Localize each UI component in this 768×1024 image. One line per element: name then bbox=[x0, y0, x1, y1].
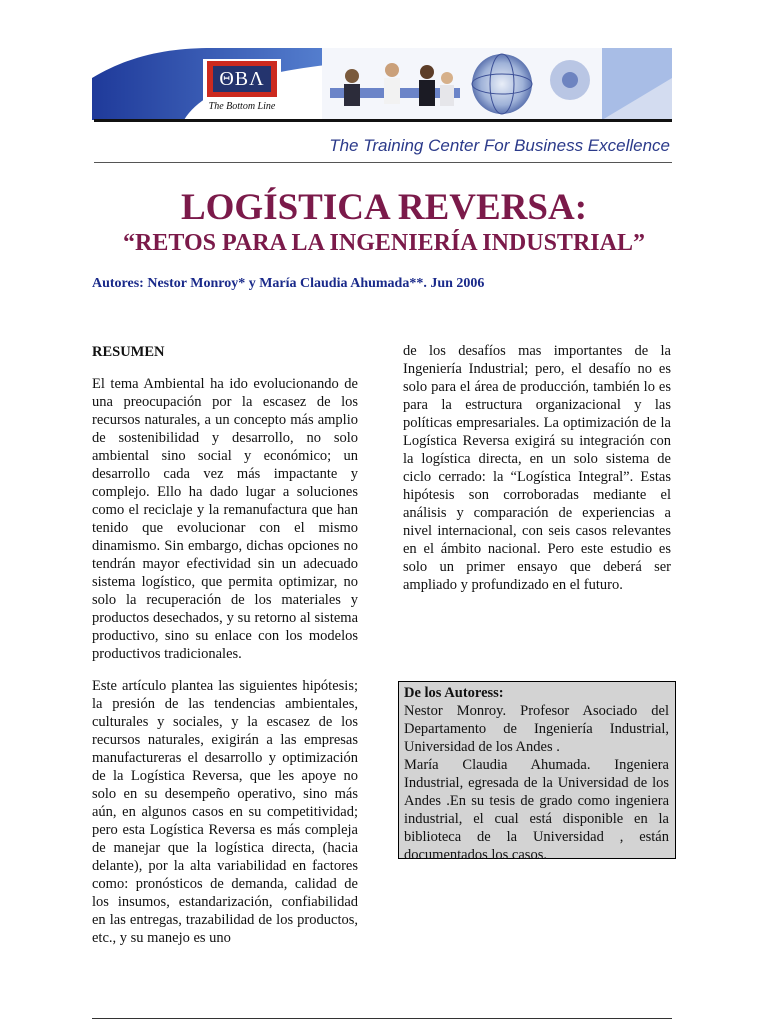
abstract-heading: RESUMEN bbox=[92, 344, 165, 360]
right-column bbox=[403, 342, 671, 608]
header-rule bbox=[94, 119, 672, 122]
authors-line: Autores: Nestor Monroy* y María Claudia Ahumada**. Jun 2006 bbox=[92, 276, 485, 291]
abstract-paragraph-2: Este artículo plantea las siguientes hipótesis; la presión de las tendencias ambientales, culturales y sociales, y la escasez de los recursos naturales, exigirán a las empresas manufactureras el desarrollo y optimización de la Logística Reversa, que les apoye no solo en su desempeño operativo, sino más aún, en algunos casos en su competitividad; pero esta Logística Reversa es más compleja de manejar que la logística directa, (hacia delante), por la alta variabilidad en factores como: pronósticos de demanda, calidad de los insumos, estandarización, confiabilidad en las entregas, trazabilidad de los productos, etc., y su manejo es uno bbox=[92, 678, 358, 946]
left-column bbox=[92, 343, 358, 961]
abstract-paragraph-1: El tema Ambiental ha ido evolucionando de una preocupación por la escasez de los recursos naturales, a un concepto más amplio de sostenibilidad y desarrollo, no solo ambiental sino social y económico; un desarrollo cada vez más impactante y complejo. Ello ha dado lugar a soluciones como el reciclaje y la remanufactura que han tenido que evolucionar con el mismo dinamismo. Sin embargo, dichas opciones no tendrán mayor efectividad sin un adecuado sistema logístico, que permita optimizar, no solo la recuperación de los materiales y productos desechados, y su retorno al sistema productivo, sino su enlace con los modelos productivos tradicionales. bbox=[92, 376, 358, 662]
abstract-paragraph-3: de los desafíos mas importantes de la Ingeniería Industrial; pero, el desafío no es solo para el área de producción, también lo es para la estructura organizacional y las políticas empresariales. La optimización de la Logística Reversa exigirá su integración con la logística directa, en un solo sistema de ciclo cerrado: la “Logística Integral”. Estas hipótesis son corroboradas mediante el análisis y comparación de experiencias a nivel internacional, con seis casos relevantes en el ámbito nacional. Pero este estudio es solo un primer ensayo que deberá ser ampliado y profundizado en el futuro. bbox=[403, 343, 671, 593]
author-2-bio: María Claudia Ahumada. Ingeniera Industrial, egresada de la Universidad de los Andes .En su tesis de grado como ingeniera industrial, el cual está disponible en la biblioteca de la Universidad , están documentados los casos. bbox=[404, 757, 669, 863]
footer-rule bbox=[92, 1018, 672, 1019]
tagline: The Training Center For Business Excellence bbox=[329, 136, 670, 155]
author-1-bio: Nestor Monroy. Profesor Asociado del Departamento de Ingeniería Industrial, Universidad de los Andes . bbox=[404, 703, 669, 755]
banner-graphic bbox=[92, 48, 672, 120]
tagline-rule bbox=[94, 162, 672, 163]
company-logo bbox=[203, 59, 281, 117]
authors-box bbox=[398, 681, 676, 863]
page-title: LOGÍSTICA REVERSA: bbox=[180, 187, 588, 228]
logo-emblem bbox=[207, 61, 277, 97]
authors-box-title: De los Autoress: bbox=[404, 685, 504, 701]
logo-subtitle: The Bottom Line bbox=[208, 101, 276, 112]
header-banner bbox=[92, 48, 672, 120]
logo-text: ΘΒΛ bbox=[213, 66, 271, 92]
page-subtitle: “RETOS PARA LA INGENIERÍA INDUSTRIAL” bbox=[123, 230, 645, 256]
